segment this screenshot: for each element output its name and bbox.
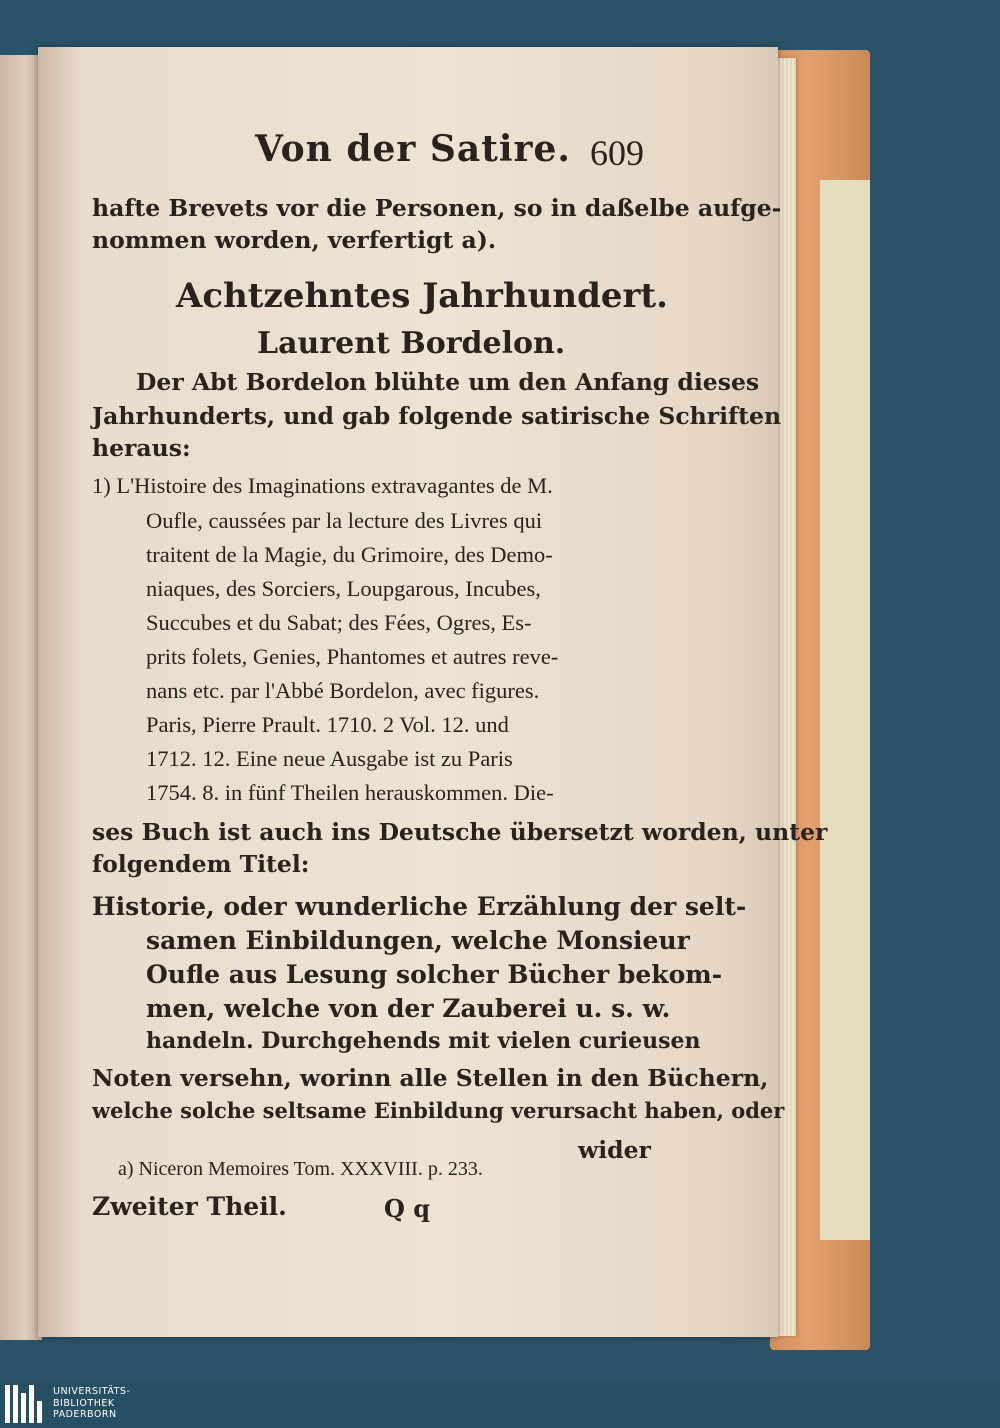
signature-mark: Q q	[384, 1194, 431, 1223]
list-item-line: Oufle, caussées par la lecture des Livres qui	[146, 508, 543, 533]
catchword: wider	[578, 1136, 651, 1164]
section-heading: Achtzehntes Jahrhundert.	[176, 276, 668, 316]
page-number: 609	[590, 133, 644, 173]
list-item-line: 1754. 8. in fünf Theilen herauskommen. Die-	[146, 780, 554, 805]
logo-line: UNIVERSITÄTS-	[53, 1386, 131, 1397]
list-item-line: 1) L'Histoire des Imaginations extravagantes de M.	[92, 473, 553, 498]
footnote: a) Niceron Memoires Tom. XXXVIII. p. 233.	[118, 1158, 483, 1180]
text-line: Jahrhunderts, und gab folgende satirische Schriften	[92, 402, 782, 430]
logo-line: PADERBORN	[53, 1409, 117, 1420]
list-item-line: prits folets, Genies, Phantomes et autres reve-	[146, 644, 559, 669]
list-item-line: Succubes et du Sabat; des Fées, Ogres, Es-	[146, 610, 532, 635]
text-line: hafte Brevets vor die Personen, so in daßelbe aufge-	[92, 194, 782, 222]
list-item-line: nans etc. par l'Abbé Bordelon, avec figures.	[146, 678, 540, 703]
library-logo-icon	[5, 1385, 43, 1423]
text-line: welche solche seltsame Einbildung verursacht haben, oder	[92, 1098, 785, 1123]
text-line: nommen worden, verfertigt a).	[92, 226, 497, 254]
text-line: folgendem Titel:	[92, 850, 310, 878]
subsection-heading: Laurent Bordelon.	[257, 326, 566, 361]
german-title-line: handeln. Durchgehends mit vielen curieusen	[146, 1028, 701, 1054]
list-item-line: niaques, des Sorciers, Loupgarous, Incubes,	[146, 576, 541, 601]
text-line: heraus:	[92, 434, 191, 462]
text-line: Noten versehn, worinn alle Stellen in den Büchern,	[92, 1064, 769, 1092]
running-head: Von der Satire.	[255, 128, 571, 170]
german-title-line: men, welche von der Zauberei u. s. w.	[146, 994, 671, 1023]
library-footer-bar	[0, 1380, 1000, 1428]
list-item-line: 1712. 12. Eine neue Ausgabe ist zu Paris	[146, 746, 513, 771]
text-line: ses Buch ist auch ins Deutsche übersetzt worden, unter	[92, 818, 828, 846]
left-page-edge	[0, 55, 42, 1340]
logo-line: BIBLIOTHEK	[53, 1397, 115, 1409]
text-line: Der Abt Bordelon blühte um den Anfang dieses	[136, 368, 760, 396]
signature-title: Zweiter Theil.	[92, 1192, 287, 1221]
list-item-line: traitent de la Magie, du Grimoire, des Demo-	[146, 542, 553, 567]
list-item-line: Paris, Pierre Prault. 1710. 2 Vol. 12. und	[146, 712, 509, 737]
cover-inner-strip	[820, 180, 870, 1240]
library-logo-text	[53, 1386, 130, 1421]
german-title-line: Oufle aus Lesung solcher Bücher bekom-	[146, 960, 723, 989]
german-title-line: samen Einbildungen, welche Monsieur	[146, 926, 690, 955]
german-title-line: Historie, oder wunderliche Erzählung der selt-	[92, 892, 747, 921]
